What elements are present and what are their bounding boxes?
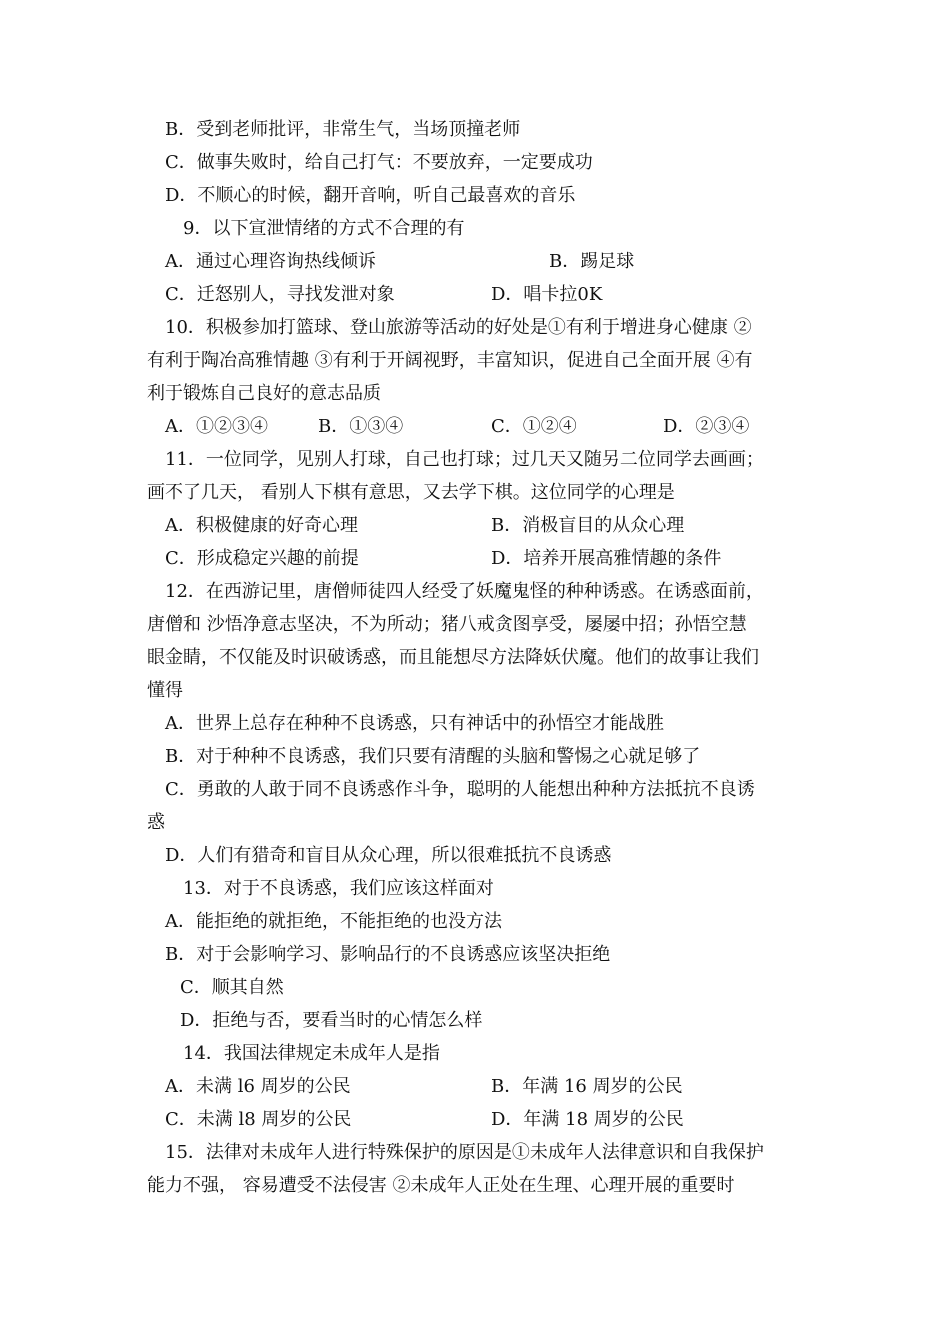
- q10-stem-line1: 10．积极参加打篮球、登山旅游等活动的好处是①有利于增进身心健康 ②: [165, 317, 752, 338]
- q10-option-d: D．②③④: [663, 416, 750, 437]
- q8-option-c: C．做事失败时，给自己打气：不要放弃，一定要成功: [165, 152, 593, 173]
- q13-stem: 13．对于不良诱惑，我们应该这样面对: [183, 878, 494, 899]
- q14-stem: 14．我国法律规定未成年人是指: [183, 1043, 440, 1064]
- q11-option-b: B．消极盲目的从众心理: [491, 515, 685, 536]
- q9-option-a: A．通过心理咨询热线倾诉: [165, 251, 376, 272]
- q12-option-c-line2: 惑: [147, 812, 165, 833]
- q9-stem: 9．以下宣泄情绪的方式不合理的有: [183, 218, 465, 239]
- q12-option-a: A．世界上总存在种种不良诱惑，只有神话中的孙悟空才能战胜: [165, 713, 664, 734]
- q15-stem-line2: 能力不强， 容易遭受不法侵害 ②未成年人正处在生理、心理开展的重要时: [147, 1175, 735, 1196]
- q12-stem-line4: 懂得: [147, 680, 183, 701]
- q11-stem-line1: 11．一位同学，见别人打球，自己也打球；过几天又随另二位同学去画画；: [165, 449, 764, 470]
- q10-option-b: B．①③④: [318, 416, 404, 437]
- q13-option-b: B．对于会影响学习、影响品行的不良诱惑应该坚决拒绝: [165, 944, 611, 965]
- q8-option-b: B．受到老师批评，非常生气，当场顶撞老师: [165, 119, 521, 140]
- q12-option-b: B．对于种种不良诱惑，我们只要有清醒的头脑和警惕之心就足够了: [165, 746, 701, 767]
- q14-option-a: A．未满 l6 周岁的公民: [165, 1076, 351, 1097]
- q14-option-c: C．未满 l8 周岁的公民: [165, 1109, 352, 1130]
- q12-option-c-line1: C．勇敢的人敢于同不良诱惑作斗争，聪明的人能想出种种方法抵抗不良诱: [165, 779, 755, 800]
- q11-option-a: A．积极健康的好奇心理: [165, 515, 358, 536]
- q12-stem-line2: 唐僧和 沙悟净意志坚决，不为所动；猪八戒贪图享受，屡屡中招；孙悟空慧: [147, 614, 747, 635]
- q10-option-a: A．①②③④: [165, 416, 268, 437]
- q9-option-d: D．唱卡拉0K: [491, 284, 603, 305]
- q12-option-d: D．人们有猎奇和盲目从众心理，所以很难抵抗不良诱惑: [165, 845, 612, 866]
- q9-option-b: B．踢足球: [549, 251, 635, 272]
- q15-stem-line1: 15．法律对未成年人进行特殊保护的原因是①未成年人法律意识和自我保护: [165, 1142, 764, 1163]
- q10-option-c: C．①②④: [491, 416, 577, 437]
- q11-option-d: D．培养开展高雅情趣的条件: [491, 548, 722, 569]
- q8-option-d: D．不顺心的时候，翻开音响，听自己最喜欢的音乐: [165, 185, 576, 206]
- q13-option-c: C．顺其自然: [180, 977, 284, 998]
- q10-stem-line2: 有利于陶冶高雅情趣 ③有利于开阔视野，丰富知识，促进自己全面开展 ④有: [147, 350, 753, 371]
- q9-option-c: C．迁怒别人，寻找发泄对象: [165, 284, 395, 305]
- q12-stem-line3: 眼金睛，不仅能及时识破诱惑，而且能想尽方法降妖伏魔。他们的故事让我们: [147, 647, 759, 668]
- q11-option-c: C．形成稳定兴趣的前提: [165, 548, 359, 569]
- q11-stem-line2: 画不了几天， 看别人下棋有意思，又去学下棋。这位同学的心理是: [147, 482, 675, 503]
- q13-option-d: D．拒绝与否，要看当时的心情怎么样: [180, 1010, 483, 1031]
- q14-option-b: B．年满 16 周岁的公民: [491, 1076, 683, 1097]
- q13-option-a: A．能拒绝的就拒绝，不能拒绝的也没方法: [165, 911, 502, 932]
- q10-stem-line3: 利于锻炼自己良好的意志品质: [147, 383, 381, 404]
- q14-option-d: D．年满 18 周岁的公民: [491, 1109, 684, 1130]
- q12-stem-line1: 12．在西游记里，唐僧师徒四人经受了妖魔鬼怪的种种诱惑。在诱惑面前，: [165, 581, 764, 602]
